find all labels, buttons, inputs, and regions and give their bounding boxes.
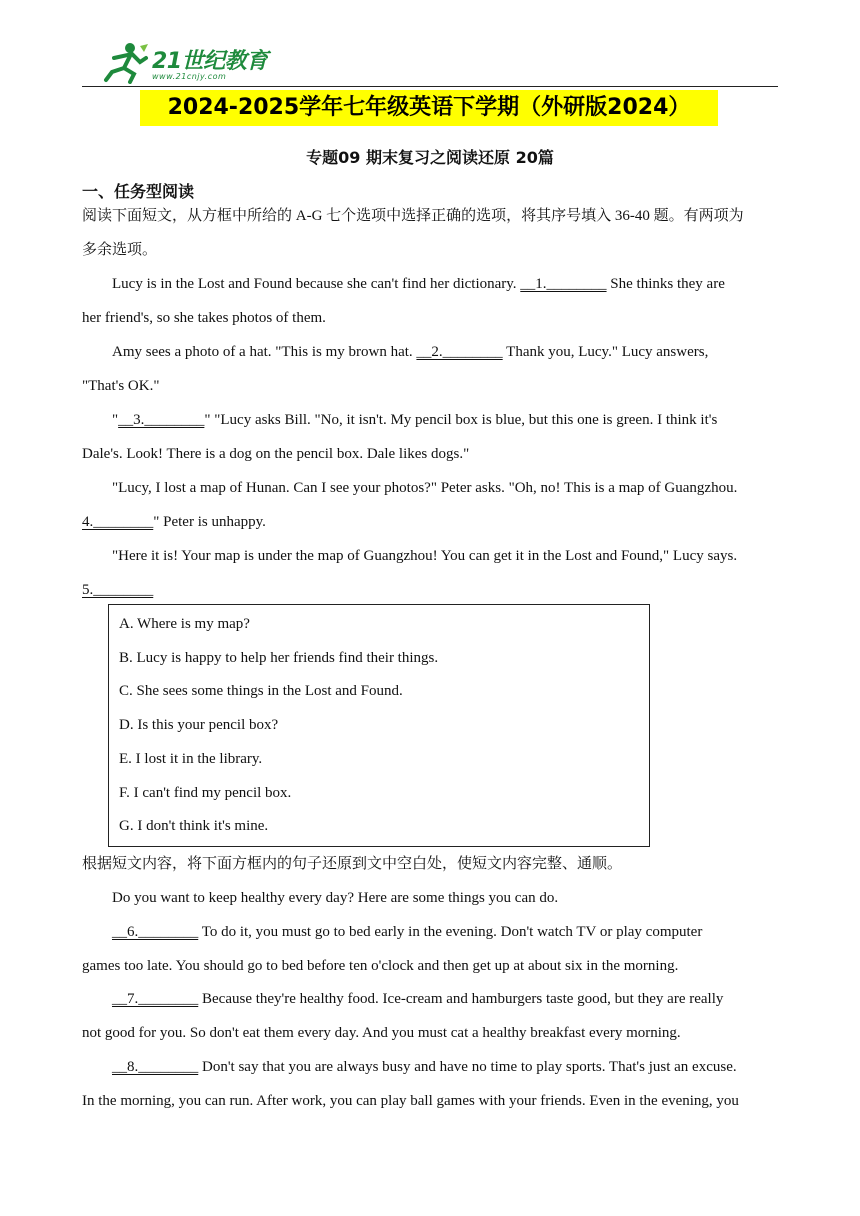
option-e: E. I lost it in the library. — [119, 751, 263, 767]
passage1-paragraph1-line2: her friend's, so she takes photos of them. — [82, 310, 326, 326]
section2-instruction: 根据短文内容，将下面方框内的句子还原到文中空白处，使短文内容完整、通顺。 — [82, 856, 623, 872]
blank-8[interactable]: __8.________ — [112, 1059, 199, 1075]
runner-logo-icon — [100, 42, 150, 84]
passage2-paragraph6-line1: __6.________ To do it, you must go to bed early in the evening. Don't watch TV or play computer — [82, 915, 778, 949]
page-title: 2024-2025学年七年级英语下学期（外研版2024） — [140, 90, 718, 126]
option-b: B. Lucy is happy to help her friends find their things. — [119, 650, 439, 666]
logo-brand-text: 21世纪教育 — [152, 49, 268, 74]
options-box — [108, 604, 650, 847]
passage1-paragraph4-line1: "Lucy, I lost a map of Hunan. Can I see your photos?" Peter asks. "Oh, no! This is a map of Guangzhou. — [112, 480, 738, 496]
blank-3[interactable]: __3.________ — [118, 412, 205, 428]
blank-6[interactable]: __6.________ — [112, 924, 199, 940]
option-a: A. Where is my map? — [119, 616, 250, 632]
passage1-paragraph3-line2: Dale's. Look! There is a dog on the pencil box. Dale likes dogs." — [82, 446, 470, 462]
logo — [100, 42, 270, 84]
option-d: D. Is this your pencil box? — [119, 717, 279, 733]
passage2-paragraph7-line1: __7.________ Because they're healthy food. Ice-cream and hamburgers taste good, but they are really — [82, 982, 778, 1016]
passage1-paragraph2-line2: "That's OK." — [82, 378, 160, 394]
passage1-paragraph3-line1: "__3.________" "Lucy asks Bill. "No, it isn't. My pencil box is blue, but this one is green. I think it's — [82, 403, 778, 437]
blank-7[interactable]: __7.________ — [112, 991, 199, 1007]
passage1-paragraph5-line2 — [82, 573, 778, 607]
passage1-paragraph5-line1: "Here it is! Your map is under the map of Guangzhou! You can get it in the Lost and Found," Lucy says. — [112, 548, 738, 564]
passage2-intro: Do you want to keep healthy every day? Here are some things you can do. — [112, 890, 559, 906]
blank-5[interactable]: 5.________ — [82, 582, 154, 598]
passage2-paragraph7-line2: not good for you. So don't eat them every day. And you must cat a healthy breakfast every morning. — [82, 1025, 681, 1041]
passage2-paragraph6-line2: games too late. You should go to bed before ten o'clock and then get up at about six in the morning. — [82, 958, 679, 974]
passage2-paragraph8-line2: In the morning, you can run. After work, you can play ball games with your friends. Even in the evening, you — [82, 1093, 739, 1109]
header-rule — [82, 86, 778, 87]
blank-4[interactable]: 4.________ — [82, 514, 154, 530]
passage1-paragraph2-line1: Amy sees a photo of a hat. "This is my brown hat. __2.________ Thank you, Lucy." Lucy answers, — [82, 335, 778, 369]
blank-2[interactable]: __2.________ — [416, 344, 503, 360]
option-c: C. She sees some things in the Lost and Found. — [119, 683, 403, 699]
instruction-line2: 多余选项。 — [82, 242, 158, 258]
logo-url-text: www.21cnjy.com — [152, 72, 227, 81]
blank-1[interactable]: __1.________ — [520, 276, 607, 292]
page-subtitle: 专题09 期末复习之阅读还原 20篇 — [306, 148, 554, 167]
instruction-line1: 阅读下面短文，从方框中所给的 A-G 七个选项中选择正确的选项，将其序号填入 36-40 题。有两项为 — [82, 208, 744, 224]
passage1-paragraph1-line1: Lucy is in the Lost and Found because she can't find her dictionary. __1.________ She thinks they are — [82, 267, 778, 301]
option-g: G. I don't think it's mine. — [119, 818, 269, 834]
passage1-paragraph4-line2: 4.________" Peter is unhappy. — [82, 505, 778, 539]
passage2-paragraph8-line1: __8.________ Don't say that you are always busy and have no time to play sports. That's just an excuse. — [82, 1050, 778, 1084]
section-heading: 一、任务型阅读 — [82, 182, 195, 201]
option-f: F. I can't find my pencil box. — [119, 785, 292, 801]
